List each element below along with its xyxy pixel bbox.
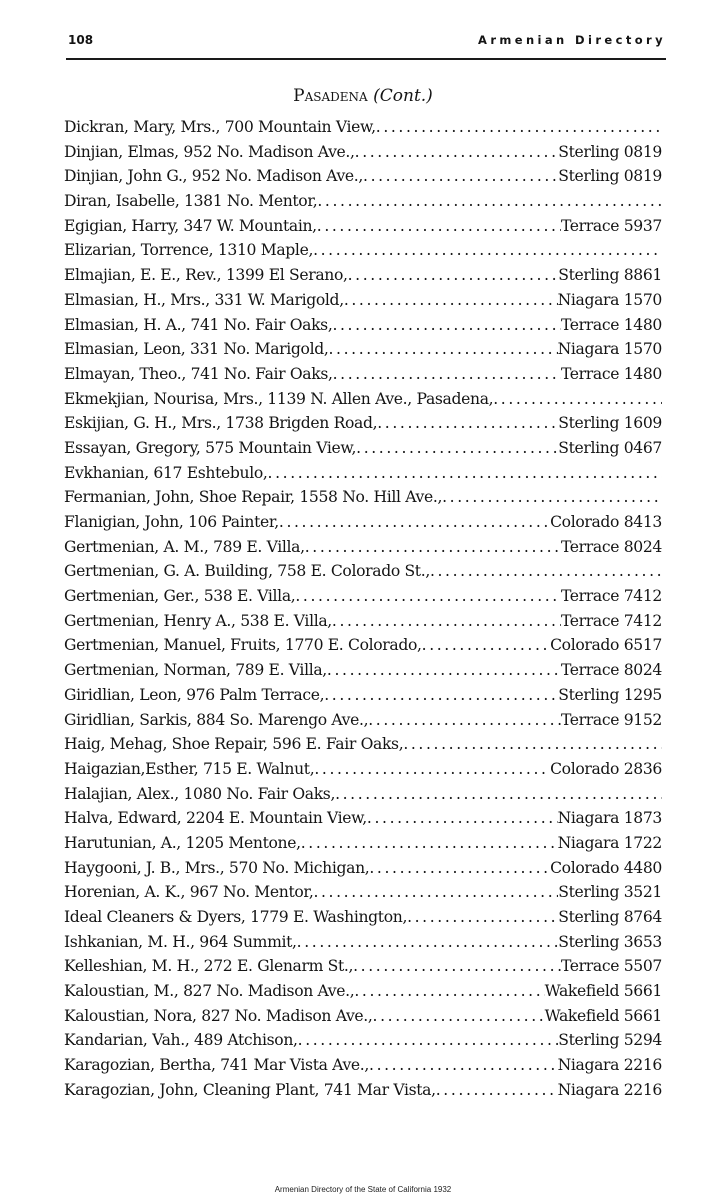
directory-entry — [64, 1081, 662, 1106]
directory-entry — [64, 1031, 662, 1056]
entry-phone: Colorado 8413 — [550, 513, 662, 531]
entry-phone: Terrace 7412 — [560, 587, 662, 606]
dot-leader — [356, 439, 558, 457]
dot-leader — [268, 464, 662, 482]
entry-phone: Sterling 1609 — [558, 414, 662, 433]
entry-phone: Colorado 4480 — [550, 858, 662, 877]
directory-entry — [64, 562, 662, 587]
running-head — [66, 33, 666, 51]
entry-name-address: Elmasian, Leon, 331 No. Marigold, — [64, 340, 329, 359]
entry-phone: Terrace 8024 — [560, 537, 662, 556]
dot-leader — [369, 859, 550, 877]
directory-entry — [64, 859, 662, 884]
entry-name-address: Giridlian, Leon, 976 Palm Terrace, — [64, 685, 325, 704]
directory-entry — [64, 316, 662, 341]
dot-leader — [317, 217, 561, 235]
entry-phone: Terrace 5507 — [560, 957, 662, 976]
entry-name-address: Gertmenian, A. M., 789 E. Villa, — [64, 537, 305, 556]
entry-name-address: Eskijian, G. H., Mrs., 1738 Brigden Road, — [64, 414, 378, 433]
directory-entry — [64, 538, 662, 563]
directory-entry — [64, 414, 662, 439]
dot-leader — [403, 735, 662, 753]
entry-phone: Sterling 0467 — [558, 438, 662, 457]
directory-entry — [64, 143, 662, 168]
entry-name-address: Kaloustian, Nora, 827 No. Madison Ave., — [64, 1006, 373, 1025]
dot-leader — [313, 883, 558, 901]
entry-phone: Sterling 1295 — [558, 685, 662, 704]
directory-entry — [64, 217, 662, 242]
dot-leader — [422, 636, 550, 654]
entry-phone: Niagara 1722 — [557, 833, 662, 852]
directory-entry — [64, 982, 662, 1007]
dot-leader — [368, 711, 561, 729]
directory-entry — [64, 686, 662, 711]
directory-entry — [64, 933, 662, 958]
directory-entry — [64, 834, 662, 859]
directory-entry — [64, 883, 662, 908]
directory-entry — [64, 735, 662, 760]
dot-leader — [332, 316, 561, 334]
dot-leader — [279, 513, 550, 531]
dot-leader — [305, 538, 561, 556]
entry-name-address: Haigazian,Esther, 715 E. Walnut, — [64, 759, 315, 778]
directory-entry — [64, 612, 662, 637]
directory-entry — [64, 1056, 662, 1081]
entry-phone: Terrace 5937 — [560, 216, 662, 235]
page-number: 108 — [68, 33, 94, 47]
dot-leader — [430, 562, 662, 580]
dot-leader — [297, 933, 559, 951]
entry-name-address: Egigian, Harry, 347 W. Mountain, — [64, 216, 317, 235]
entry-name-address: Karagozian, John, Cleaning Plant, 741 Mar Vista, — [64, 1080, 436, 1099]
dot-leader — [317, 192, 662, 210]
directory-entry — [64, 661, 662, 686]
entry-phone: Niagara 1873 — [557, 809, 662, 828]
header-rule — [66, 58, 666, 60]
entry-phone: Sterling 0819 — [558, 142, 662, 161]
directory-entry — [64, 390, 662, 415]
dot-leader — [373, 1007, 545, 1025]
entry-phone: Sterling 3653 — [558, 932, 662, 951]
dot-leader — [298, 1031, 559, 1049]
dot-leader — [377, 414, 558, 432]
directory-entry — [64, 118, 662, 143]
entry-phone: Colorado 6517 — [550, 636, 662, 655]
entry-phone: Sterling 3521 — [558, 883, 662, 902]
section-continued: (Cont.) — [373, 86, 433, 106]
dot-leader — [301, 834, 558, 852]
directory-entry — [64, 266, 662, 291]
entry-name-address: Haygooni, J. B., Mrs., 570 No. Michigan, — [64, 858, 370, 877]
directory-entry — [64, 365, 662, 390]
dot-leader — [363, 167, 558, 185]
directory-entry — [64, 809, 662, 834]
dot-leader — [333, 365, 561, 383]
dot-leader — [354, 982, 544, 1000]
running-title: Armenian Directory — [478, 33, 666, 47]
directory-entry — [64, 785, 662, 810]
dot-leader — [376, 118, 662, 136]
entry-phone: Terrace 9152 — [560, 710, 662, 729]
entry-name-address: Elizarian, Torrence, 1310 Maple, — [64, 241, 314, 260]
entry-phone: Wakefield 5661 — [544, 982, 662, 1001]
entry-name-address: Elmayan, Theo., 741 No. Fair Oaks, — [64, 364, 333, 383]
entry-name-address: Diran, Isabelle, 1381 No. Mentor, — [64, 192, 318, 211]
entry-phone: Sterling 8764 — [558, 908, 662, 926]
directory-entry — [64, 167, 662, 192]
dot-leader — [442, 488, 662, 506]
directory-entry — [64, 464, 662, 489]
entry-name-address: Evkhanian, 617 Eshtebulo, — [64, 463, 268, 482]
entry-name-address: Halva, Edward, 2204 E. Mountain View, — [64, 809, 367, 828]
entry-name-address: Ishkanian, M. H., 964 Summit, — [64, 932, 297, 951]
entry-name-address: Essayan, Gregory, 575 Mountain View, — [64, 438, 357, 457]
dot-leader — [332, 612, 561, 630]
dot-leader — [344, 291, 558, 309]
directory-entry — [64, 241, 662, 266]
directory-entry — [64, 587, 662, 612]
entry-phone: Terrace 8024 — [560, 661, 662, 680]
directory-entry — [64, 711, 662, 736]
entry-name-address: Gertmenian, G. A. Building, 758 E. Colorado St., — [64, 562, 430, 581]
entry-phone: Niagara 2216 — [557, 1056, 662, 1075]
dot-leader — [328, 340, 557, 358]
entry-phone: Niagara 1570 — [557, 290, 662, 309]
entry-name-address: Elmasian, H., Mrs., 331 W. Marigold, — [64, 290, 344, 309]
dot-leader — [493, 390, 662, 408]
section-city: Pasadena — [293, 86, 368, 106]
dot-leader — [355, 143, 559, 161]
dot-leader — [327, 661, 561, 679]
dot-leader — [295, 587, 561, 605]
entry-phone: Sterling 8861 — [558, 266, 662, 285]
directory-entry — [64, 1007, 662, 1032]
entry-phone: Niagara 2216 — [557, 1080, 662, 1099]
dot-leader — [353, 957, 561, 975]
directory-entry — [64, 192, 662, 217]
entry-name-address: Kelleshian, M. H., 272 E. Glenarm St., — [64, 957, 354, 976]
entry-name-address: Gertmenian, Manuel, Fruits, 1770 E. Colorado, — [64, 636, 422, 655]
section-heading — [0, 86, 726, 106]
entry-name-address: Dinjian, Elmas, 952 No. Madison Ave., — [64, 142, 355, 161]
dot-leader — [335, 785, 662, 803]
entry-name-address: Giridlian, Sarkis, 884 So. Marengo Ave., — [64, 710, 369, 729]
entry-name-address: Gertmenian, Norman, 789 E. Villa, — [64, 661, 327, 680]
entry-name-address: Horenian, A. K., 967 No. Mentor, — [64, 883, 314, 902]
entry-name-address: Dickran, Mary, Mrs., 700 Mountain View, — [64, 118, 376, 136]
dot-leader — [324, 686, 558, 704]
dot-leader — [436, 1081, 558, 1099]
directory-entry — [64, 957, 662, 982]
entry-name-address: Elmajian, E. E., Rev., 1399 El Serano, — [64, 266, 348, 285]
entry-name-address: Gertmenian, Henry A., 538 E. Villa, — [64, 611, 332, 630]
entry-phone: Terrace 1480 — [560, 315, 662, 334]
entry-name-address: Kaloustian, M., 827 No. Madison Ave., — [64, 982, 355, 1001]
dot-leader — [348, 266, 559, 284]
directory-entry — [64, 760, 662, 785]
footer-credit: Armenian Directory of the State of California 1932 — [274, 1185, 452, 1194]
directory-entry — [64, 513, 662, 538]
entry-name-address: Gertmenian, Ger., 538 E. Villa, — [64, 587, 296, 606]
directory-entry — [64, 636, 662, 661]
directory-entry — [64, 439, 662, 464]
directory-entry — [64, 908, 662, 933]
entry-name-address: Dinjian, John G., 952 No. Madison Ave., — [64, 167, 364, 186]
directory-entry — [64, 291, 662, 316]
entry-phone: Colorado 2836 — [550, 759, 662, 778]
directory-entry — [64, 488, 662, 513]
entry-phone: Terrace 7412 — [560, 611, 662, 630]
entry-phone: Niagara 1570 — [557, 340, 662, 359]
entry-name-address: Harutunian, A., 1205 Mentone, — [64, 833, 301, 852]
entry-name-address: Halajian, Alex., 1080 No. Fair Oaks, — [64, 784, 336, 803]
entry-phone: Sterling 5294 — [558, 1031, 662, 1050]
entry-phone: Sterling 0819 — [558, 167, 662, 186]
directory-entries — [64, 118, 662, 1106]
entry-name-address: Elmasian, H. A., 741 No. Fair Oaks, — [64, 315, 333, 334]
dot-leader — [369, 1056, 558, 1074]
entry-name-address: Ideal Cleaners & Dyers, 1779 E. Washington, — [64, 908, 408, 926]
entry-name-address: Fermanian, John, Shoe Repair, 1558 No. Hill Ave., — [64, 488, 443, 507]
entry-phone: Terrace 1480 — [560, 364, 662, 383]
dot-leader — [367, 809, 558, 827]
entry-name-address: Karagozian, Bertha, 741 Mar Vista Ave., — [64, 1056, 370, 1075]
dot-leader — [407, 908, 558, 926]
dot-leader — [313, 241, 662, 259]
entry-name-address: Haig, Mehag, Shoe Repair, 596 E. Fair Oaks, — [64, 735, 404, 754]
dot-leader — [314, 760, 550, 778]
entry-name-address: Ekmekjian, Nourisa, Mrs., 1139 N. Allen Ave., Pasadena, — [64, 389, 494, 408]
entry-phone: Wakefield 5661 — [544, 1006, 662, 1025]
directory-entry — [64, 340, 662, 365]
entry-name-address: Kandarian, Vah., 489 Atchison, — [64, 1031, 298, 1050]
entry-name-address: Flanigian, John, 106 Painter, — [64, 513, 279, 531]
